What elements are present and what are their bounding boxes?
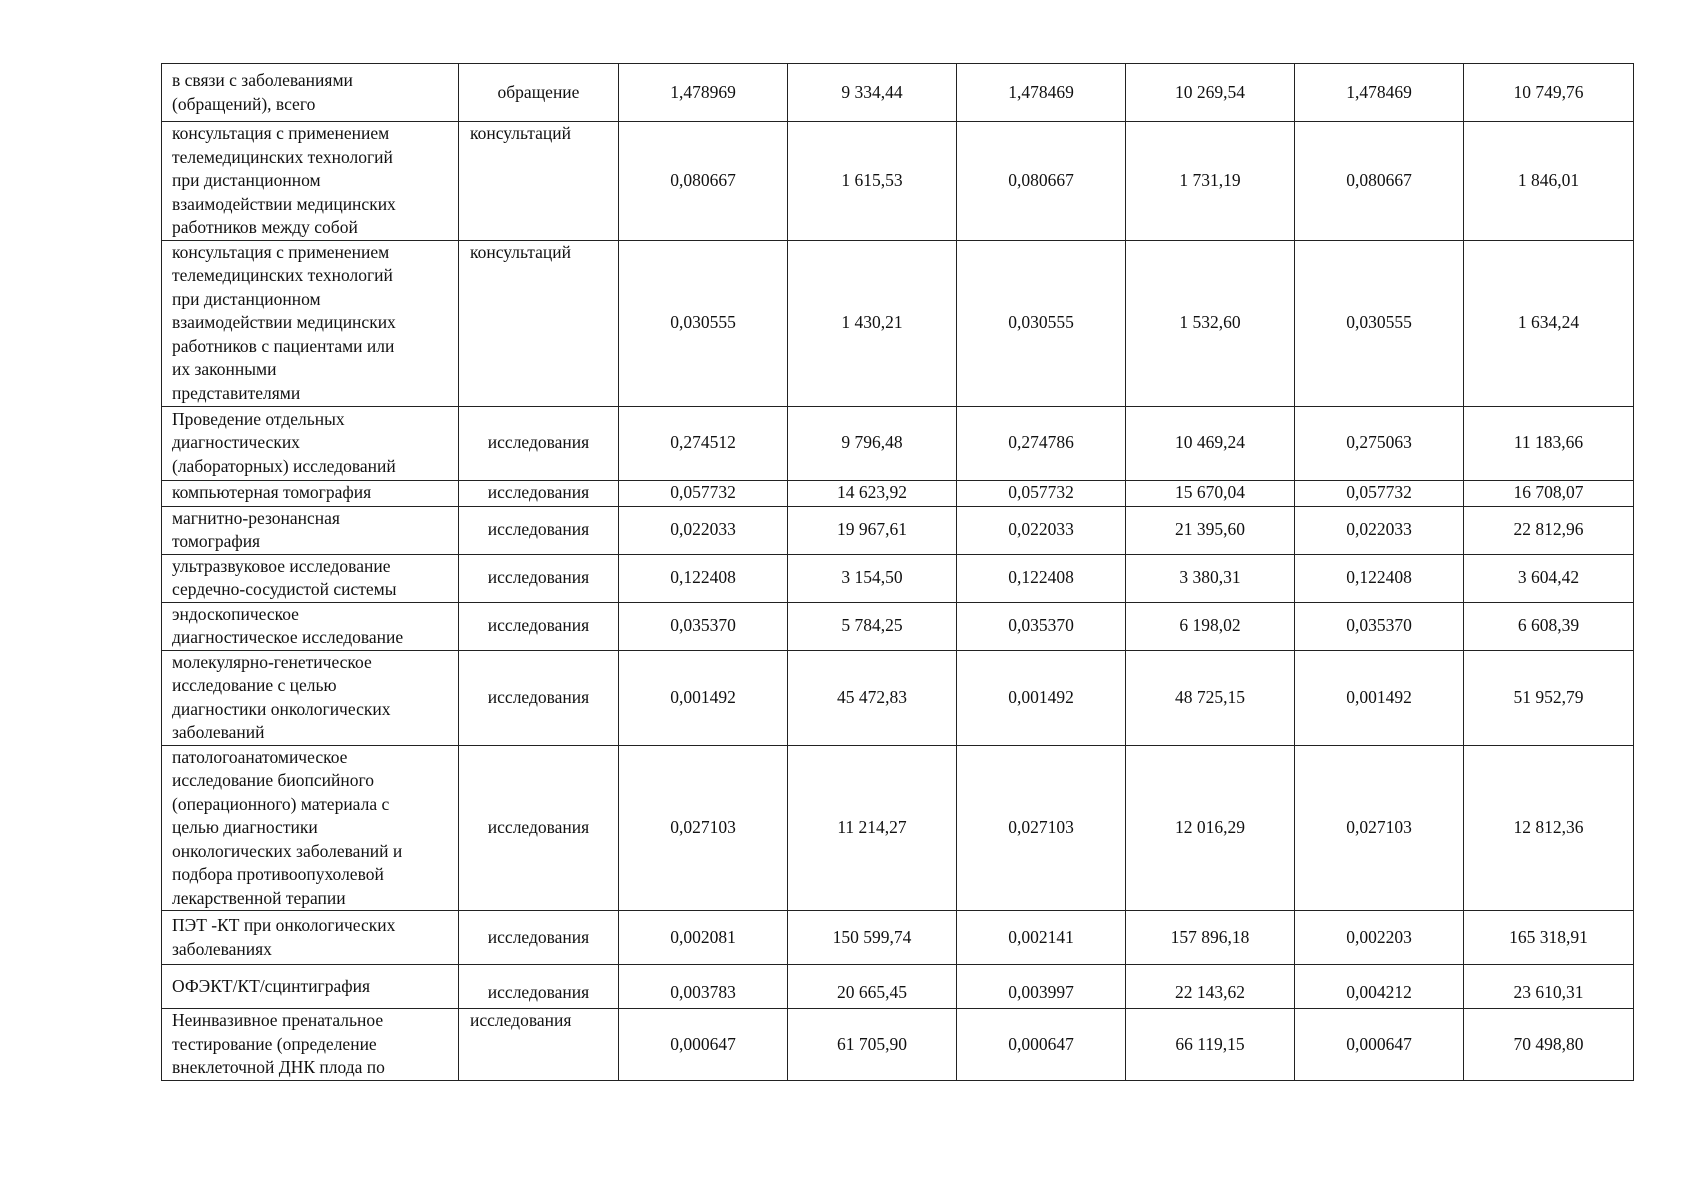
value-cell: 15 670,04 bbox=[1126, 480, 1295, 506]
unit-cell bbox=[459, 406, 619, 480]
value-cell: 0,035370 bbox=[619, 602, 788, 650]
value-cell: 0,275063 bbox=[1295, 406, 1464, 480]
row-name-cell bbox=[162, 554, 459, 602]
value-cell: 10 749,76 bbox=[1464, 64, 1634, 122]
value-cell: 0,122408 bbox=[1295, 554, 1464, 602]
value-cell: 3 380,31 bbox=[1126, 554, 1295, 602]
unit-cell bbox=[459, 240, 619, 406]
value-cell: 1 532,60 bbox=[1126, 240, 1295, 406]
table-row bbox=[162, 965, 1634, 1009]
value-cell: 5 784,25 bbox=[788, 602, 957, 650]
value-cell: 0,022033 bbox=[1295, 506, 1464, 554]
unit-text: исследования bbox=[470, 1010, 572, 1030]
unit-cell bbox=[459, 965, 619, 1009]
row-name-cell bbox=[162, 64, 459, 122]
row-name: ОФЭКТ/КТ/сцинтиграфия bbox=[172, 975, 371, 996]
unit-cell bbox=[459, 650, 619, 745]
value-cell: 0,003997 bbox=[957, 965, 1126, 1009]
value-cell: 1 430,21 bbox=[788, 240, 957, 406]
value-cell: 66 119,15 bbox=[1126, 1009, 1295, 1081]
row-name: в связи с заболеваниями (обращений), всего bbox=[172, 70, 353, 114]
unit-cell bbox=[459, 745, 619, 911]
value-cell: 11 214,27 bbox=[788, 745, 957, 911]
row-name: эндоскопическое диагностическое исследование bbox=[172, 603, 404, 647]
value-cell: 0,002141 bbox=[957, 911, 1126, 965]
row-name: Неинвазивное пренатальное тестирование (определение внеклеточной ДНК плода по bbox=[172, 1010, 385, 1078]
value-cell: 9 334,44 bbox=[788, 64, 957, 122]
value-cell: 0,002203 bbox=[1295, 911, 1464, 965]
value-cell: 1,478469 bbox=[1295, 64, 1464, 122]
value-cell: 157 896,18 bbox=[1126, 911, 1295, 965]
row-name-cell bbox=[162, 406, 459, 480]
value-cell: 0,027103 bbox=[1295, 745, 1464, 911]
value-cell: 0,080667 bbox=[1295, 122, 1464, 241]
table-row bbox=[162, 602, 1634, 650]
unit-text: исследования bbox=[487, 519, 590, 540]
value-cell: 0,122408 bbox=[957, 554, 1126, 602]
table-row bbox=[162, 122, 1634, 241]
value-cell: 0,030555 bbox=[957, 240, 1126, 406]
row-name: ультразвуковое исследование сердечно-сосудистой системы bbox=[172, 555, 397, 599]
value-cell: 0,022033 bbox=[619, 506, 788, 554]
unit-cell bbox=[459, 911, 619, 965]
value-cell: 19 967,61 bbox=[788, 506, 957, 554]
value-cell: 61 705,90 bbox=[788, 1009, 957, 1081]
value-cell: 0,274786 bbox=[957, 406, 1126, 480]
value-cell: 12 812,36 bbox=[1464, 745, 1634, 911]
row-name: молекулярно-генетическое исследование с целью диагностики онкологических заболеваний bbox=[172, 651, 391, 742]
value-cell: 0,080667 bbox=[957, 122, 1126, 241]
table-row bbox=[162, 911, 1634, 965]
value-cell: 0,122408 bbox=[619, 554, 788, 602]
value-cell: 48 725,15 bbox=[1126, 650, 1295, 745]
value-cell: 0,002081 bbox=[619, 911, 788, 965]
unit-cell bbox=[459, 480, 619, 506]
table-row bbox=[162, 745, 1634, 911]
value-cell: 11 183,66 bbox=[1464, 406, 1634, 480]
row-name-cell bbox=[162, 506, 459, 554]
value-cell: 1,478469 bbox=[957, 64, 1126, 122]
row-name: магнитно-резонансная томография bbox=[172, 507, 340, 551]
unit-text: исследования bbox=[487, 817, 590, 837]
row-name-cell bbox=[162, 480, 459, 506]
value-cell: 0,003783 bbox=[619, 965, 788, 1009]
value-cell: 70 498,80 bbox=[1464, 1009, 1634, 1081]
value-cell: 0,001492 bbox=[619, 650, 788, 745]
value-cell: 10 469,24 bbox=[1126, 406, 1295, 480]
value-cell: 0,027103 bbox=[957, 745, 1126, 911]
value-cell: 0,000647 bbox=[1295, 1009, 1464, 1081]
value-cell: 3 604,42 bbox=[1464, 554, 1634, 602]
value-cell: 0,080667 bbox=[619, 122, 788, 241]
unit-text: обращение bbox=[497, 81, 580, 102]
row-name-cell bbox=[162, 965, 459, 1009]
unit-cell bbox=[459, 122, 619, 241]
unit-text: исследования bbox=[487, 482, 590, 503]
unit-cell bbox=[459, 602, 619, 650]
row-name: компьютерная томография bbox=[172, 482, 372, 503]
value-cell: 0,030555 bbox=[619, 240, 788, 406]
unit-text: исследования bbox=[487, 615, 590, 636]
value-cell: 0,000647 bbox=[619, 1009, 788, 1081]
value-cell: 0,057732 bbox=[957, 480, 1126, 506]
value-cell: 1 846,01 bbox=[1464, 122, 1634, 241]
row-name-cell bbox=[162, 240, 459, 406]
table-row bbox=[162, 406, 1634, 480]
value-cell: 10 269,54 bbox=[1126, 64, 1295, 122]
value-cell: 0,004212 bbox=[1295, 965, 1464, 1009]
value-cell: 0,035370 bbox=[957, 602, 1126, 650]
row-name-cell bbox=[162, 911, 459, 965]
value-cell: 150 599,74 bbox=[788, 911, 957, 965]
table-row bbox=[162, 240, 1634, 406]
value-cell: 6 198,02 bbox=[1126, 602, 1295, 650]
value-cell: 22 143,62 bbox=[1126, 965, 1295, 1009]
value-cell: 1 731,19 bbox=[1126, 122, 1295, 241]
unit-text: исследования bbox=[487, 926, 590, 947]
value-cell: 9 796,48 bbox=[788, 406, 957, 480]
row-name: консультация с применением телемедицинских технологий при дистанционном взаимодействии медицинских работников с пациентами или их законными представителями bbox=[172, 241, 396, 403]
value-cell: 21 395,60 bbox=[1126, 506, 1295, 554]
value-cell: 165 318,91 bbox=[1464, 911, 1634, 965]
row-name: патологоанатомическое исследование биопсийного (операционного) материала с целью диагностики онкологических заболеваний и подбора противоопухолевой лекарственной терапии bbox=[172, 746, 403, 908]
value-cell: 0,035370 bbox=[1295, 602, 1464, 650]
unit-text: исследования bbox=[487, 432, 590, 453]
value-cell: 0,001492 bbox=[1295, 650, 1464, 745]
row-name-cell bbox=[162, 650, 459, 745]
value-cell: 23 610,31 bbox=[1464, 965, 1634, 1009]
value-cell: 16 708,07 bbox=[1464, 480, 1634, 506]
row-name-cell bbox=[162, 745, 459, 911]
value-cell: 12 016,29 bbox=[1126, 745, 1295, 911]
value-cell: 0,000647 bbox=[957, 1009, 1126, 1081]
value-cell: 1 615,53 bbox=[788, 122, 957, 241]
unit-text: исследования bbox=[487, 981, 590, 1002]
value-cell: 0,001492 bbox=[957, 650, 1126, 745]
unit-cell bbox=[459, 506, 619, 554]
table-row bbox=[162, 1009, 1634, 1081]
value-cell: 0,057732 bbox=[1295, 480, 1464, 506]
value-cell: 22 812,96 bbox=[1464, 506, 1634, 554]
unit-cell bbox=[459, 64, 619, 122]
table-row bbox=[162, 480, 1634, 506]
tariff-table bbox=[161, 63, 1634, 1081]
value-cell: 45 472,83 bbox=[788, 650, 957, 745]
value-cell: 1,478969 bbox=[619, 64, 788, 122]
table-row bbox=[162, 506, 1634, 554]
table-row bbox=[162, 554, 1634, 602]
table-row bbox=[162, 64, 1634, 122]
value-cell: 0,022033 bbox=[957, 506, 1126, 554]
value-cell: 20 665,45 bbox=[788, 965, 957, 1009]
value-cell: 14 623,92 bbox=[788, 480, 957, 506]
unit-text: консультаций bbox=[470, 123, 572, 143]
value-cell: 51 952,79 bbox=[1464, 650, 1634, 745]
table-body bbox=[162, 64, 1634, 1081]
row-name: Проведение отдельных диагностических (лабораторных) исследований bbox=[172, 408, 396, 476]
table-row bbox=[162, 650, 1634, 745]
unit-text: исследования bbox=[487, 686, 590, 707]
value-cell: 0,274512 bbox=[619, 406, 788, 480]
value-cell: 0,027103 bbox=[619, 745, 788, 911]
row-name: консультация с применением телемедицинских технологий при дистанционном взаимодействии медицинских работников между собой bbox=[172, 123, 396, 237]
value-cell: 1 634,24 bbox=[1464, 240, 1634, 406]
value-cell: 6 608,39 bbox=[1464, 602, 1634, 650]
unit-cell bbox=[459, 1009, 619, 1081]
value-cell: 3 154,50 bbox=[788, 554, 957, 602]
unit-cell bbox=[459, 554, 619, 602]
value-cell: 0,030555 bbox=[1295, 240, 1464, 406]
unit-text: исследования bbox=[487, 567, 590, 588]
row-name-cell bbox=[162, 602, 459, 650]
row-name-cell bbox=[162, 1009, 459, 1081]
row-name-cell bbox=[162, 122, 459, 241]
unit-text: консультаций bbox=[470, 241, 572, 262]
value-cell: 0,057732 bbox=[619, 480, 788, 506]
row-name: ПЭТ -КТ при онкологических заболеваниях bbox=[172, 915, 396, 959]
